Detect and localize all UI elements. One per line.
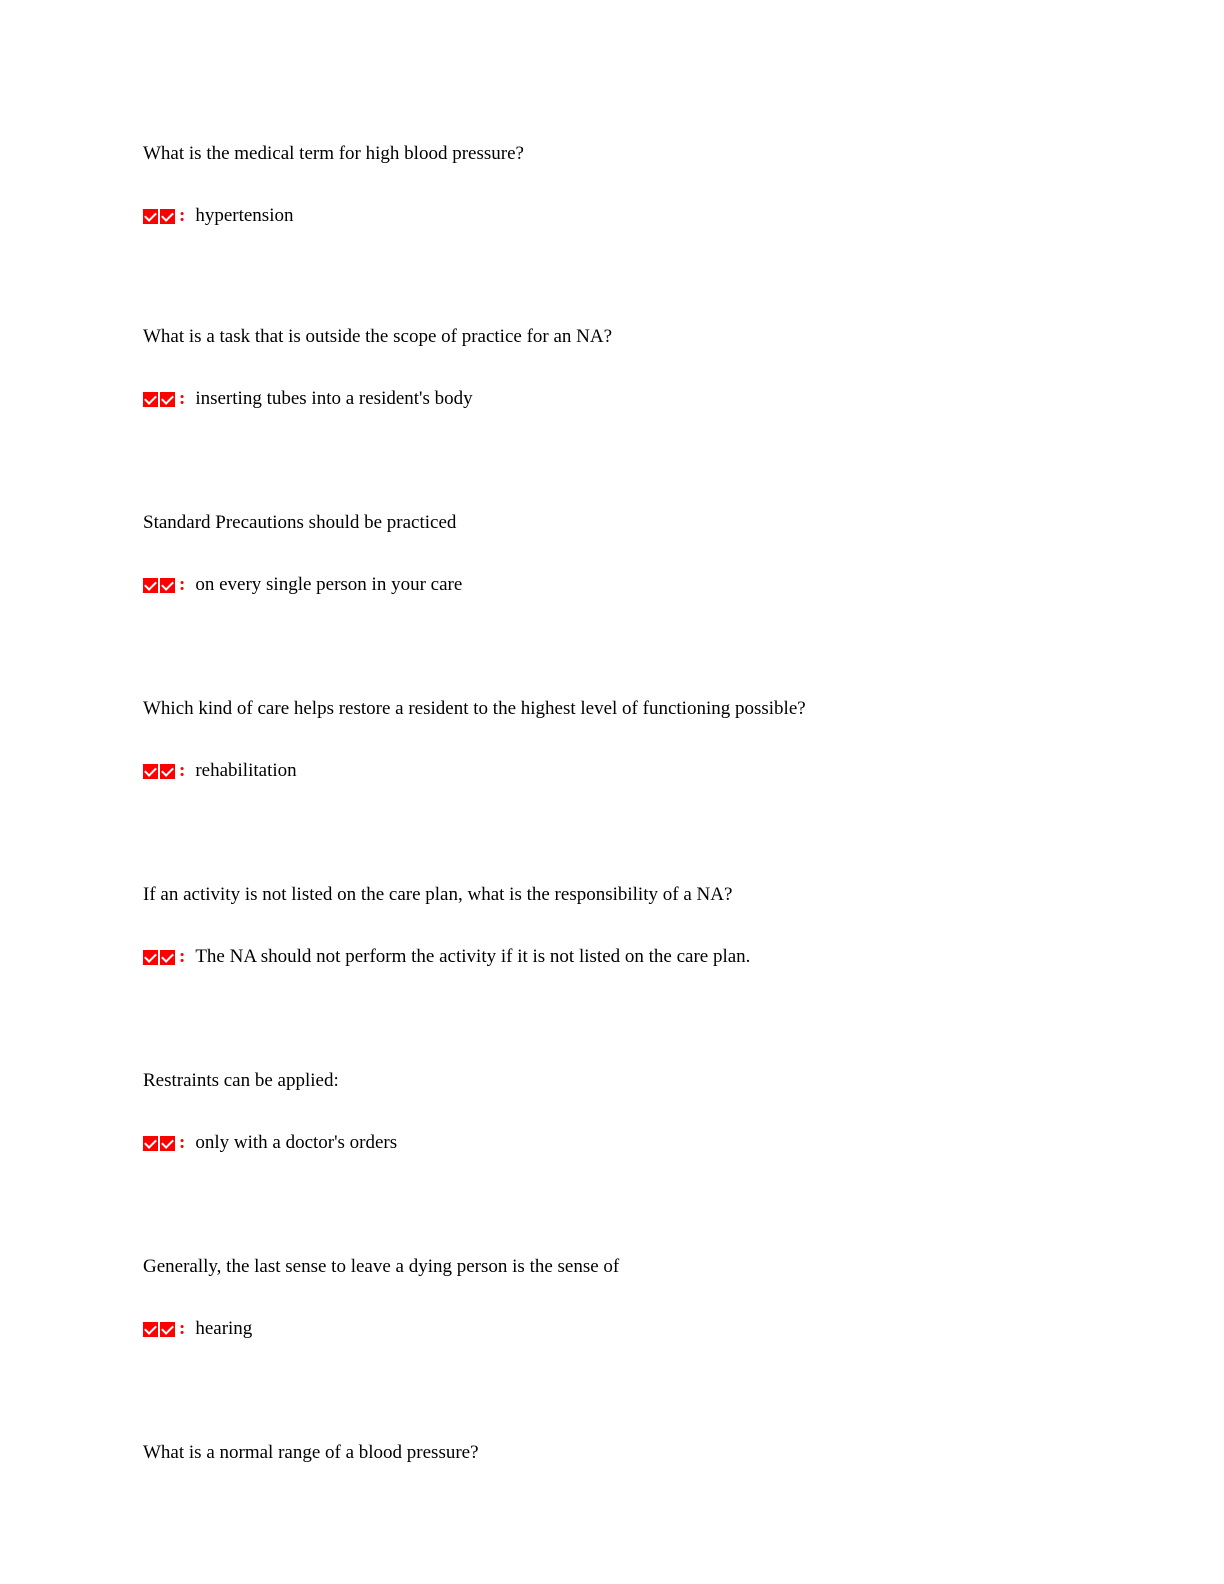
checkbox-checked-icon: [160, 578, 175, 593]
checkbox-checked-icon: [143, 578, 158, 593]
answer-marker: [143, 387, 185, 411]
answer-marker: [143, 1131, 185, 1155]
question-text: If an activity is not listed on the care plan, what is the responsibility of a NA?: [143, 884, 733, 905]
answer-marker: [143, 945, 185, 969]
question-text: Restraints can be applied:: [143, 1070, 339, 1091]
question-text: What is a normal range of a blood pressure?: [143, 1442, 479, 1463]
answer-line: [143, 759, 297, 783]
checkbox-checked-icon: [143, 764, 158, 779]
qa-item: [143, 325, 1143, 409]
answer-separator: :: [179, 946, 186, 967]
qa-item: [143, 142, 1143, 226]
question-text: What is the medical term for high blood pressure?: [143, 143, 524, 164]
checkbox-checked-icon: [143, 392, 158, 407]
checkbox-checked-icon: [160, 764, 175, 779]
answer-separator: :: [179, 205, 186, 226]
answer-text: only with a doctor's orders: [195, 1132, 398, 1153]
answer-line: [143, 573, 462, 597]
answer-separator: :: [179, 1132, 186, 1153]
qa-item: [143, 883, 1143, 967]
answer-marker: [143, 573, 185, 597]
answer-separator: :: [179, 1318, 186, 1339]
question-text: What is a task that is outside the scope of practice for an NA?: [143, 326, 613, 347]
checkbox-checked-icon: [143, 950, 158, 965]
checkbox-checked-icon: [160, 1136, 175, 1151]
qa-item: [143, 697, 1143, 781]
qa-item: [143, 1069, 1143, 1153]
answer-text: on every single person in your care: [195, 574, 463, 595]
answer-line: [143, 204, 293, 228]
answer-marker: [143, 204, 185, 228]
checkbox-checked-icon: [143, 209, 158, 224]
answer-text: rehabilitation: [195, 760, 297, 781]
answer-line: [143, 387, 473, 411]
question-text: Standard Precautions should be practiced: [143, 512, 457, 533]
checkbox-checked-icon: [160, 1322, 175, 1337]
answer-text: hearing: [195, 1318, 253, 1339]
checkbox-checked-icon: [160, 392, 175, 407]
answer-separator: :: [179, 760, 186, 781]
answer-text: hypertension: [195, 205, 294, 226]
answer-text: inserting tubes into a resident's body: [195, 388, 473, 409]
answer-marker: [143, 759, 185, 783]
answer-line: [143, 1131, 397, 1155]
answer-line: [143, 945, 750, 969]
answer-line: [143, 1317, 252, 1341]
question-text: Which kind of care helps restore a resident to the highest level of functioning possible?: [143, 698, 806, 719]
answer-text: The NA should not perform the activity if it is not listed on the care plan.: [195, 946, 751, 967]
qa-item: [143, 511, 1143, 595]
checkbox-checked-icon: [143, 1322, 158, 1337]
qa-item: [143, 1255, 1143, 1339]
checkbox-checked-icon: [160, 950, 175, 965]
question-text: Generally, the last sense to leave a dying person is the sense of: [143, 1256, 620, 1277]
qa-item: [143, 1441, 1143, 1465]
answer-marker: [143, 1317, 185, 1341]
checkbox-checked-icon: [160, 209, 175, 224]
answer-separator: :: [179, 388, 186, 409]
answer-separator: :: [179, 574, 186, 595]
checkbox-checked-icon: [143, 1136, 158, 1151]
